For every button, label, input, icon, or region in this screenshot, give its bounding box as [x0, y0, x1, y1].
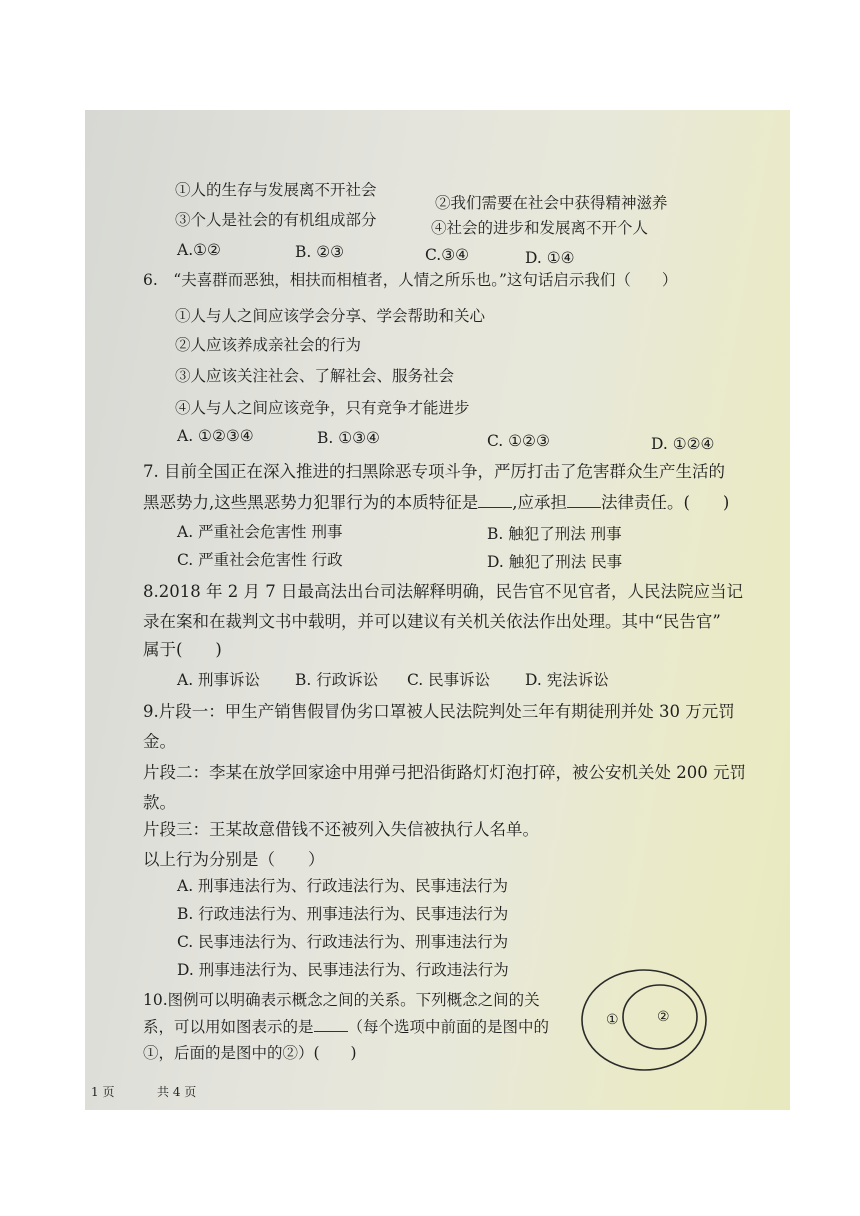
q5-choice-a: A.①②	[177, 241, 221, 259]
q5-choice-b: B. ②③	[295, 243, 345, 261]
q8-choice-d: D. 宪法诉讼	[525, 671, 609, 689]
q7-text-b: ,应承担	[512, 493, 567, 512]
q10-text-a: 系，可以用如图表示的是	[143, 1018, 314, 1036]
q8-choice-c: C. 民事诉讼	[407, 671, 491, 689]
venn-diagram	[580, 965, 710, 1075]
footer-page-number: 1 页	[91, 1085, 115, 1099]
q5-choice-d: D. ①④	[525, 249, 575, 267]
q8-choice-a: A. 刑事诉讼	[177, 671, 261, 689]
q6-option-4: ④人与人之间应该竞争，只有竞争才能进步	[175, 399, 470, 417]
q9-choice-d: D. 刑事违法行为、民事违法行为、行政违法行为	[177, 961, 509, 979]
exam-page	[85, 110, 790, 1110]
q5-option-1: ①人的生存与发展离不开社会	[175, 181, 377, 199]
q9-choice-a: A. 刑事违法行为、行政违法行为、民事违法行为	[177, 877, 509, 895]
q9-segment-1-line-2: 金。	[143, 732, 176, 751]
answer-blank	[478, 493, 512, 508]
venn-label-outer: ①	[606, 1012, 619, 1028]
q6-stem: 6. “夫喜群而恶独，相扶而相植者，人情之所乐也。”这句话启示我们（ ）	[143, 271, 678, 289]
q6-option-1: ①人与人之间应该学会分享、学会帮助和关心	[175, 307, 486, 325]
q10-text-b: （每个选项中前面的是图中的	[347, 1018, 550, 1036]
q7-choice-c: C. 严重社会危害性 行政	[177, 551, 343, 569]
q9-segment-1-line-1: 9.片段一：甲生产销售假冒伪劣口罩被人民法院判处三年有期徒刑并处 30 万元罚	[143, 702, 735, 721]
answer-blank	[567, 493, 601, 508]
q6-choice-a: A. ①②③④	[177, 427, 254, 445]
q10-line-1: 10.图例可以明确表示概念之间的关系。下列概念之间的关	[143, 991, 540, 1009]
venn-outer-circle	[582, 970, 706, 1070]
answer-blank	[314, 1017, 348, 1032]
q6-choice-d: D. ①②④	[651, 435, 715, 453]
venn-label-inner: ②	[657, 1009, 670, 1025]
q6-option-2: ②人应该养成亲社会的行为	[175, 336, 362, 354]
footer-total-pages: 共 4 页	[157, 1085, 197, 1099]
q6-option-3: ③人应该关注社会、了解社会、服务社会	[175, 367, 455, 385]
q8-line-2: 录在案和在裁判文书中载明，并可以建议有关机关依法作出处理。其中“民告官”	[143, 612, 721, 631]
q5-option-2: ②我们需要在社会中获得精神滋养	[435, 194, 668, 212]
q9-segment-2-line-1: 片段二：李某在放学回家途中用弹弓把沿街路灯灯泡打碎，被公安机关处 200 元罚	[143, 763, 746, 782]
q7-text-c: 法律责任。( )	[601, 493, 730, 512]
q9-question: 以上行为分别是（ ）	[143, 850, 325, 869]
q6-choice-c: C. ①②③	[487, 432, 550, 450]
q9-segment-2-line-2: 款。	[143, 793, 176, 812]
q7-line-1: 7. 目前全国正在深入推进的扫黑除恶专项斗争，严厉打击了危害群众生产生活的	[143, 462, 725, 481]
q9-choice-c: C. 民事违法行为、行政违法行为、刑事违法行为	[177, 933, 509, 951]
q10-line-3: ①，后面的是图中的②）( )	[143, 1044, 357, 1062]
q7-choice-a: A. 严重社会危害性 刑事	[177, 523, 343, 541]
q6-choice-b: B. ①③④	[317, 429, 380, 447]
q10-line-2	[143, 1017, 549, 1037]
q7-text-a: 黑恶势力,这些黑恶势力犯罪行为的本质特征是	[143, 493, 479, 512]
q7-choice-d: D. 触犯了刑法 民事	[487, 553, 623, 571]
q9-choice-b: B. 行政违法行为、刑事违法行为、民事违法行为	[177, 905, 509, 923]
q9-segment-3: 片段三：王某故意借钱不还被列入失信被执行人名单。	[143, 820, 539, 839]
q5-choice-c: C.③④	[425, 246, 470, 264]
q8-line-1: 8.2018 年 2 月 7 日最高法出台司法解释明确，民告官不见官者，人民法院应当记	[143, 582, 743, 601]
q7-choice-b: B. 触犯了刑法 刑事	[487, 525, 622, 543]
q5-option-3: ③个人是社会的有机组成部分	[175, 211, 377, 229]
q8-line-3: 属于( )	[143, 640, 222, 659]
q5-option-4: ④社会的进步和发展离不开个人	[431, 219, 649, 237]
q7-line-2	[143, 493, 729, 513]
q8-choice-b: B. 行政诉讼	[295, 671, 379, 689]
